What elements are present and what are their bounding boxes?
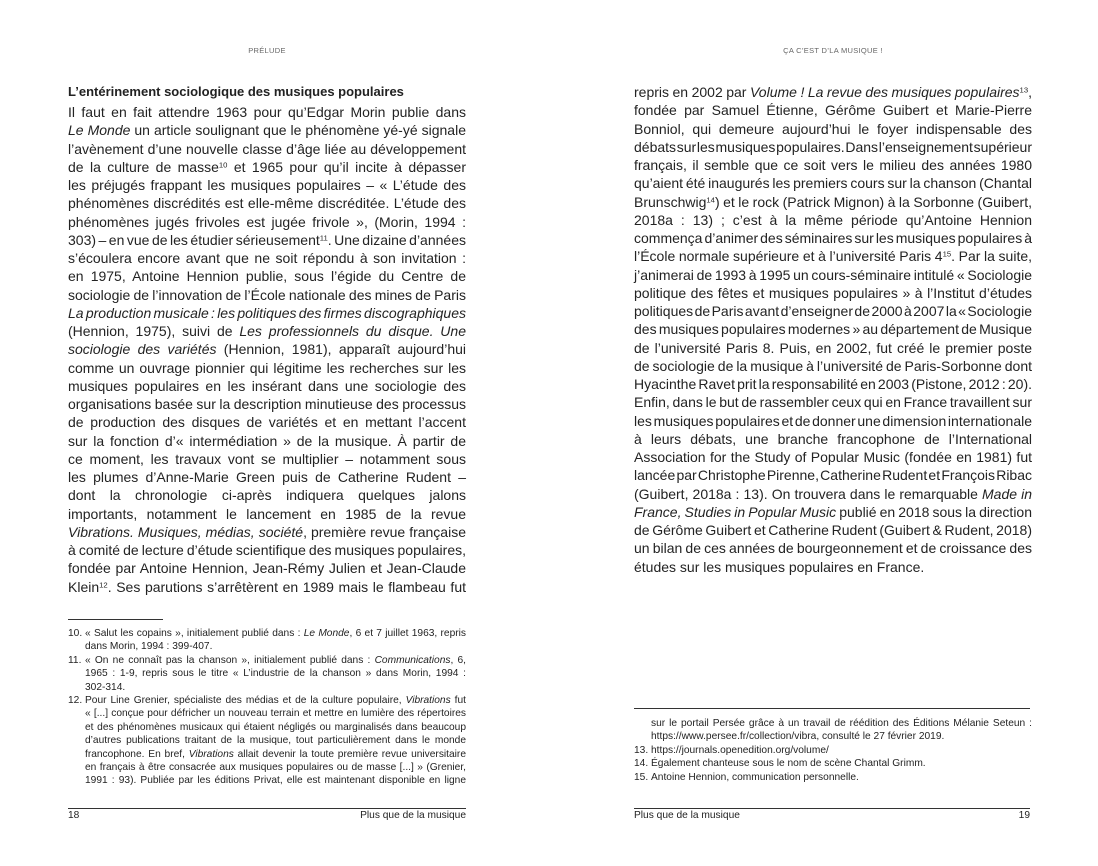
text-run: 2018a : 13) ; c’est à la même période qu’Antoine Hennion	[634, 211, 1032, 228]
right-page	[549, 0, 1098, 866]
text-run: français, il semble que ce soit vers le milieu des années 1980	[634, 157, 1032, 173]
footnote-number: 14.	[634, 758, 649, 770]
text-line	[634, 138, 1032, 156]
text-line	[634, 430, 1032, 448]
text-run: Hyacinthe Ravet prit la responsabilité en 2003 (Pistone, 2012 : 20).	[634, 376, 1032, 392]
text-run: études sur les musiques populaires en France.	[634, 558, 925, 575]
text-line	[68, 559, 466, 577]
text-run: https://journals.openedition.org/volume/	[651, 744, 829, 756]
text-line	[85, 734, 466, 747]
text-run: de la culture de masse	[68, 158, 219, 175]
text-run: allait devenir la toute première revue universitaire	[233, 748, 466, 760]
text-run: Brunschwig	[634, 193, 707, 210]
footnote-ref: 11	[319, 233, 328, 243]
text-run: Association for the Study of Popular Music (fondée en 1981) fut	[634, 449, 1032, 465]
text-line	[68, 322, 466, 340]
text-line	[68, 413, 466, 431]
text-run: les préjugés frappant les musiques populaires – « L’étude des	[68, 177, 466, 193]
text-run: Klein	[68, 578, 100, 595]
text-run: 302-314.	[85, 681, 126, 693]
text-run: à leurs débats, une branche francophone de l’International	[634, 430, 1032, 447]
text-line	[634, 339, 1032, 357]
text-run: fondée par Antoine Hennion, Jean-Rémy Julien et Jean-Claude	[68, 560, 466, 577]
footnote	[68, 694, 466, 788]
text-line	[634, 302, 1032, 320]
page-number: 19	[1018, 810, 1030, 821]
footnote-number: 15.	[634, 771, 649, 783]
text-run: des musiques populaires modernes » au département de Musique	[634, 321, 1032, 338]
text-run: fondée par Samuel Étienne, Gérôme Guibert et Marie-Pierre	[634, 102, 1032, 119]
text-line	[634, 247, 1032, 265]
text-line	[85, 748, 466, 761]
text-line	[68, 286, 466, 304]
text-run: les musiques populaires et de donner une dimension internationale	[634, 412, 1032, 429]
text-line	[85, 721, 466, 734]
footnote-ref: 10	[218, 160, 228, 170]
text-run: d’autres publications traitant de la musique, tout particulièrement dans le monde	[85, 735, 466, 747]
italic-text: Communications	[374, 654, 451, 666]
text-run: les plumes d’Anne-Marie Green puis de Catherine Rudent –	[68, 469, 466, 485]
text-run: « Salut les copains », initialement publié dans :	[85, 628, 304, 639]
text-run: « [...] conçue pour défricher un nouveau terrain et mettre en lumière des répertoires	[85, 708, 466, 720]
body-text	[634, 83, 1032, 576]
text-run: « On ne connaît pas la chanson », initialement publié dans :	[85, 654, 375, 666]
text-run: et des phénomènes musicaux qui étaient négligés ou marginalisés dans beaucoup	[85, 721, 466, 733]
italic-text: Les professionnels du disque. Une	[239, 323, 466, 339]
text-run: un bilan de ces années de bourgeonnement et de croissance des	[634, 540, 1032, 557]
text-run: https://www.persee.fr/collection/vibra, consulté le 27 février 2019.	[651, 731, 945, 743]
footnote-rule	[68, 619, 163, 620]
text-line	[68, 103, 466, 121]
footnote	[634, 744, 1032, 757]
text-run: organisations basée sur la description minutieuse des processus	[68, 396, 466, 412]
text-line	[634, 448, 1032, 466]
footnote-ref: 13	[1019, 85, 1029, 95]
text-line	[68, 340, 466, 358]
italic-text: France, Studies in Popular Music	[634, 503, 837, 520]
text-line	[651, 730, 1032, 743]
text-line	[68, 395, 466, 413]
text-run: l’avènement d’une nouvelle classe d’âge liée au développement	[68, 140, 466, 157]
italic-text: Vibrations	[188, 748, 234, 760]
text-line	[634, 558, 1032, 576]
footnote	[634, 717, 1032, 744]
footnote-number: 13.	[634, 744, 649, 756]
text-run: qu’aient été inaugurés les premiers cours sur la chanson (Chantal	[634, 175, 1032, 192]
text-run: politiques de Paris avant d’enseigner de 2000 à 2007 la « Sociologie	[634, 303, 1032, 319]
text-line	[634, 174, 1032, 192]
text-line	[68, 450, 466, 468]
text-run: , 6,	[450, 654, 466, 666]
italic-text: Le Monde	[303, 628, 350, 639]
footnote	[634, 771, 1032, 784]
text-line	[68, 213, 466, 231]
text-line	[85, 654, 466, 667]
footnote-number: 10.	[68, 628, 83, 639]
section-heading: L’entérinement sociologique des musiques populaires	[68, 84, 404, 99]
footer-rule	[68, 808, 466, 809]
footnote-number: 12.	[68, 694, 83, 706]
text-run: 303) – en vue de les étudier sérieusement	[68, 231, 320, 248]
text-line	[634, 521, 1032, 539]
text-run: Pour Line Grenier, spécialiste des médias et de la culture populaire,	[85, 694, 406, 706]
text-line	[85, 681, 466, 694]
text-line	[634, 266, 1032, 284]
text-run: ,	[1028, 84, 1032, 100]
text-run: repris en 2002 par	[634, 84, 750, 100]
text-run: un article soulignant que le phénomène yé-yé signale	[130, 122, 466, 139]
text-run: , première revue française	[303, 523, 466, 540]
text-line	[68, 231, 466, 249]
page-footer	[68, 810, 466, 821]
text-line	[634, 193, 1032, 211]
text-line	[634, 156, 1032, 174]
text-run: Il faut en fait attendre 1963 pour qu’Edgar Morin publie dans	[68, 104, 466, 120]
footnote-ref: 15	[942, 249, 952, 259]
text-run: de sociologie de la musique à l’université de Paris-Sorbonne dont	[634, 357, 1032, 374]
text-line	[68, 359, 466, 377]
text-line	[634, 211, 1032, 229]
text-run: Bonniol, qui demeure aujourd’hui le foyer indispensable des	[634, 120, 1032, 137]
text-run: de Gérôme Guibert et Catherine Rudent (Guibert & Rudent, 2018)	[634, 522, 1032, 538]
text-line	[634, 375, 1032, 393]
footer-rule	[634, 808, 1030, 809]
footnote-rule	[634, 708, 1030, 709]
text-run: comme un ouvrage pionnier qui légitime les recherches sur les	[68, 359, 466, 376]
text-line	[85, 694, 466, 707]
italic-text: Vibrations	[405, 694, 451, 706]
text-line	[68, 194, 466, 212]
text-run: . Une dizaine d’années	[327, 231, 466, 248]
text-line	[68, 304, 466, 322]
text-run: 1965 : 1-9, repris sous le titre « L’industrie de la chanson » dans Morin, 1994 :	[85, 668, 466, 680]
footnote-ref: 12	[99, 579, 108, 589]
text-run: 1991 : 93). Publiée par les éditions Privat, elle est maintenant disponible en ligne	[85, 775, 466, 787]
text-line	[85, 640, 466, 653]
text-line	[634, 466, 1032, 484]
text-line	[85, 627, 466, 640]
text-line	[634, 83, 1032, 101]
text-line	[651, 771, 1032, 784]
text-line	[634, 412, 1032, 430]
italic-text: La production musicale : les politiques des firmes discographiques	[68, 304, 466, 321]
footnote	[68, 654, 466, 694]
text-line	[68, 505, 466, 523]
text-line	[68, 523, 466, 541]
text-run: s’écoulera encore avant que ne soit répondu à son invitation :	[68, 250, 466, 266]
italic-text: Le Monde	[68, 122, 131, 139]
text-line	[634, 229, 1032, 247]
text-line	[651, 744, 1032, 757]
text-line	[634, 320, 1032, 338]
text-run: l’École normale supérieure et à l’université Paris 4	[634, 248, 943, 265]
text-line	[68, 377, 466, 395]
text-run: , 6 et 7 juillet 1963, repris	[349, 628, 466, 639]
text-run: (Hennion, 1975), suivi de	[68, 323, 240, 339]
running-head: ÇA C’EST D’LA MUSIQUE !	[783, 46, 883, 55]
text-line	[68, 541, 466, 559]
text-line	[85, 707, 466, 720]
text-run: francophone. En bref,	[85, 748, 189, 760]
text-line	[634, 357, 1032, 375]
text-line	[68, 121, 466, 139]
footnotes	[634, 717, 1032, 784]
text-run: commença d’animer des séminaires sur les musiques populaires à	[634, 230, 1032, 246]
running-head: PRÉLUDE	[248, 46, 286, 55]
text-line	[634, 503, 1032, 521]
text-run: Antoine Hennion, communication personnelle.	[651, 771, 859, 783]
text-run: phénomènes discrédités est elle-même discréditée. L’étude des	[68, 195, 466, 212]
text-line	[634, 101, 1032, 119]
text-run: j’animerai de 1993 à 1995 un cours-séminaire intitulé « Sociologie	[634, 266, 1032, 283]
book-title: Plus que de la musique	[634, 810, 740, 821]
text-run: Enfin, dans le but de rassembler ceux qui en France travaillent sur	[634, 394, 1032, 411]
text-run: politique des fêtes et musiques populaires » à l’Institut d’études	[634, 284, 1032, 301]
text-line	[634, 284, 1032, 302]
text-line	[68, 468, 466, 486]
text-run: en 1975, Antoine Hennion publie, sous l’égide du Centre de	[68, 268, 466, 285]
footnote	[634, 757, 1032, 770]
text-line	[634, 539, 1032, 557]
text-run: importants, notamment le lancement en 1985 de la revue	[68, 505, 466, 522]
text-line	[68, 267, 466, 285]
italic-text: Volume ! La revue des musiques populaires	[749, 84, 1020, 100]
text-run: Également chanteuse sous le nom de scène Chantal Grimm.	[651, 758, 926, 770]
footnote-ref: 14	[706, 194, 715, 204]
footnote-number: 11.	[68, 654, 82, 666]
text-run: sociologie de l’innovation de l’École nationale des mines de Paris	[68, 286, 466, 303]
text-line	[651, 757, 1032, 770]
text-run: sur la fonction d’« intermédiation » de la musique. À partir de	[68, 432, 466, 449]
text-run: à comité de lecture d’étude scientifique des musiques populaires,	[68, 542, 466, 558]
text-line	[68, 578, 466, 596]
text-run: (Hennion, 1981), apparaît aujourd’hui	[216, 341, 466, 358]
text-run: et 1965 pour qu’il incite à dépasser	[227, 158, 466, 175]
text-run: ce moment, les travaux vont se multiplier – notamment sous	[68, 450, 466, 467]
text-run: de production des disques de variétés et en mettant l’accent	[68, 414, 466, 431]
text-run: fut	[450, 694, 466, 706]
book-title: Plus que de la musique	[360, 810, 466, 821]
text-line	[634, 120, 1032, 138]
footnotes	[68, 627, 466, 788]
text-run: dans Morin, 1994 : 399-407.	[85, 641, 213, 653]
text-run: lancée par Christophe Pirenne, Catherine Rudent et François Ribac	[634, 467, 1032, 484]
text-line	[68, 176, 466, 194]
text-run: . Ses parutions s’arrêtèrent en 1989 mais le flambeau fut	[107, 578, 466, 595]
text-line	[68, 486, 466, 504]
text-run: phénomènes jugés frivoles est jugée frivole », (Morin, 1994 :	[68, 213, 466, 230]
page-footer	[634, 810, 1030, 821]
text-line	[634, 485, 1032, 503]
text-run: dont la chronologie ci-après indiquera quelques jalons	[68, 487, 466, 504]
text-run: en français à être consacrée aux musiques populaires ou de masse [...] » (Grenier,	[85, 761, 466, 773]
text-run: musiques populaires en les insérant dans une sociologie des	[68, 377, 466, 394]
text-line	[68, 158, 466, 176]
text-line	[651, 717, 1032, 730]
text-run: de l’université Paris 8. Puis, en 2002, fut créé le premier poste	[634, 339, 1032, 356]
text-line	[85, 761, 466, 774]
text-run: publié en 2018 sous la direction	[836, 503, 1032, 520]
text-run: débats sur les musiques populaires. Dans l’enseignement supérieur	[634, 138, 1032, 155]
text-line	[634, 393, 1032, 411]
body-text	[68, 103, 466, 596]
page-number: 18	[68, 810, 80, 821]
italic-text: Vibrations. Musiques, médias, société	[68, 523, 304, 540]
text-run: sur le portail Persée grâce à un travail de réédition des Éditions Mélanie Seteun :	[651, 718, 1032, 729]
text-run: ) et le rock (Patrick Mignon) à la Sorbonne (Guibert,	[714, 193, 1032, 210]
text-run: . Par la suite,	[951, 248, 1033, 265]
text-run: (Guibert, 2018a : 13). On trouvera dans le remarquable	[634, 485, 982, 502]
footnote	[68, 627, 466, 654]
text-line	[68, 432, 466, 450]
text-line	[68, 140, 466, 158]
text-line	[85, 774, 466, 787]
italic-text: sociologie des variétés	[68, 341, 217, 358]
text-line	[85, 667, 466, 680]
text-line	[68, 249, 466, 267]
italic-text: Made in	[982, 485, 1032, 502]
